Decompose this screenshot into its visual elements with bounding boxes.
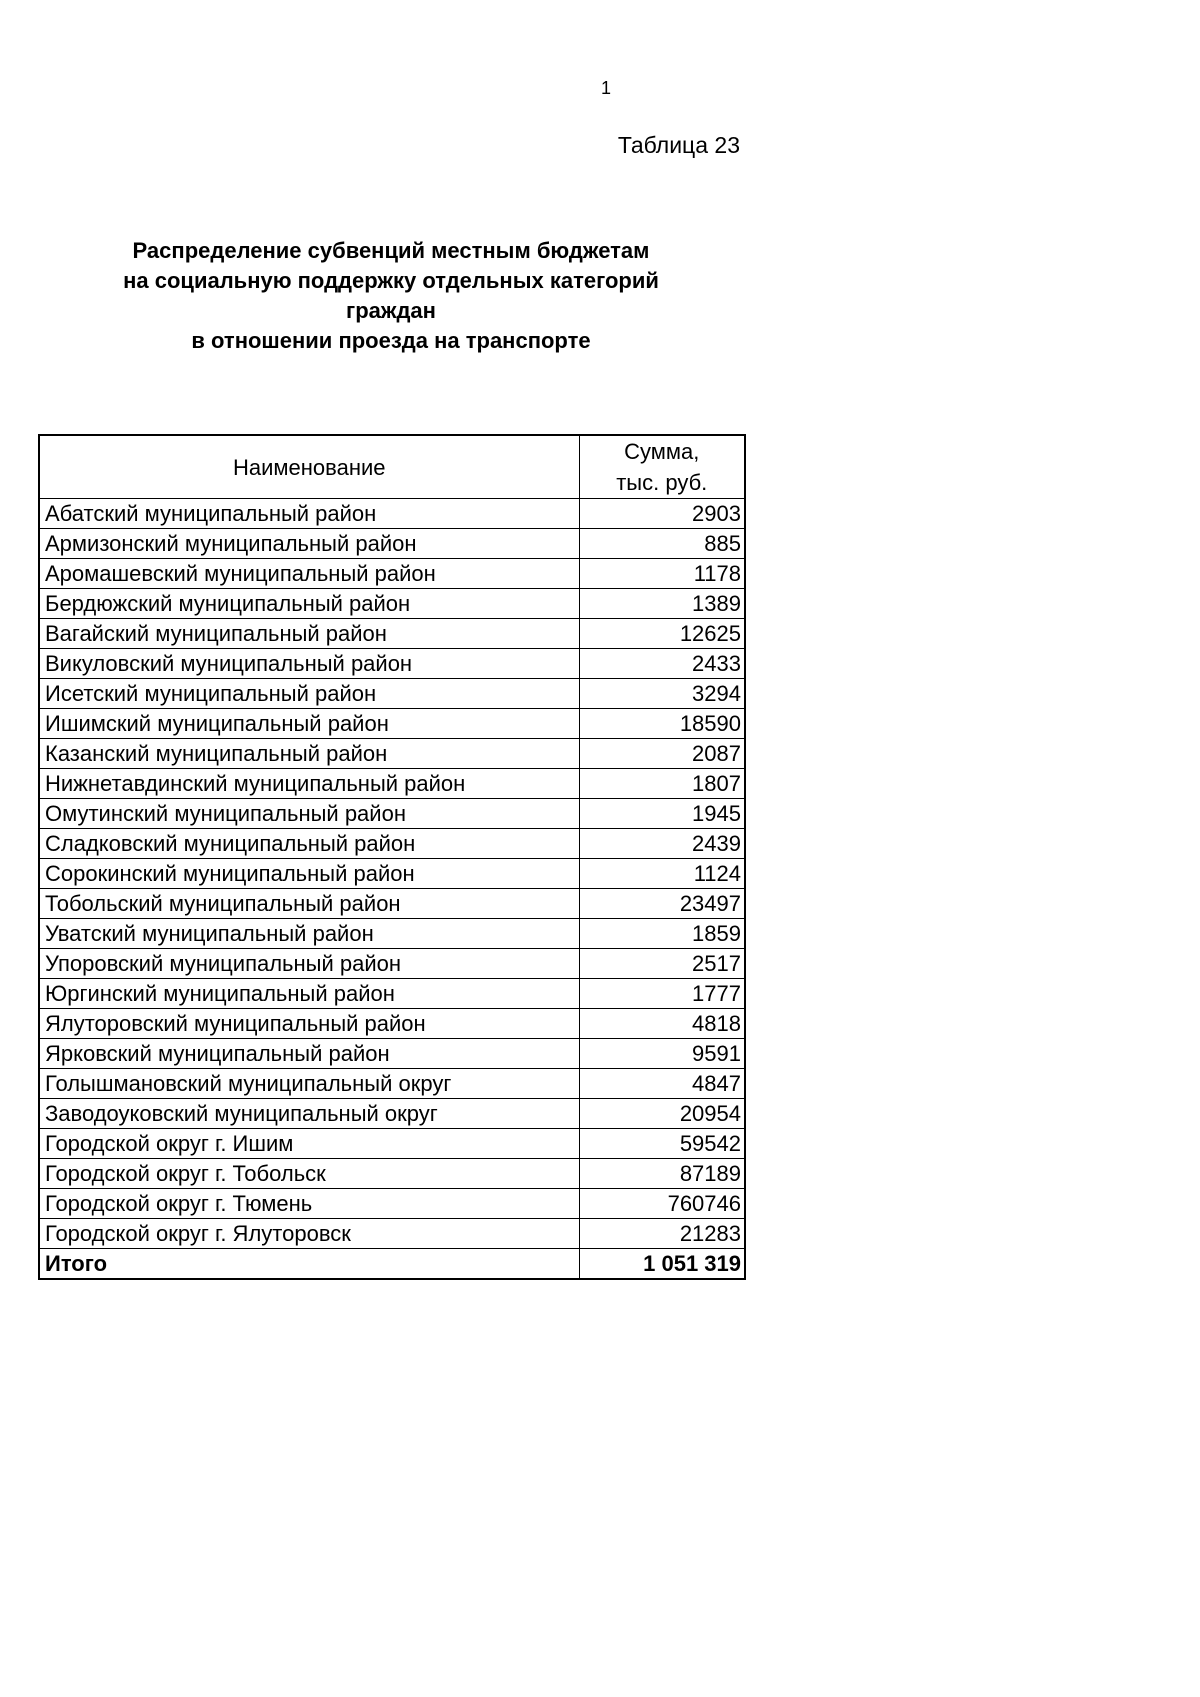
table-row xyxy=(39,1099,745,1129)
subsidy-table xyxy=(38,434,746,1280)
table-row xyxy=(39,889,745,919)
table-row xyxy=(39,589,745,619)
table-row xyxy=(39,499,745,529)
row-value: 4818 xyxy=(579,1009,745,1039)
table-row xyxy=(39,679,745,709)
row-name: Городской округ г. Ишим xyxy=(39,1129,579,1159)
row-value: 12625 xyxy=(579,619,745,649)
document-title xyxy=(38,236,744,356)
table-row xyxy=(39,799,745,829)
row-name: Ялуторовский муниципальный район xyxy=(39,1009,579,1039)
row-name: Исетский муниципальный район xyxy=(39,679,579,709)
title-line: Распределение субвенций местным бюджетам xyxy=(132,238,650,263)
table-row xyxy=(39,919,745,949)
table-row xyxy=(39,949,745,979)
table-row xyxy=(39,619,745,649)
row-value: 18590 xyxy=(579,709,745,739)
table-row xyxy=(39,859,745,889)
table-row xyxy=(39,559,745,589)
table-row xyxy=(39,829,745,859)
column-header-name: Наименование xyxy=(39,435,579,499)
title-line: на социальную поддержку отдельных категорий xyxy=(123,268,659,293)
row-name: Бердюжский муниципальный район xyxy=(39,589,579,619)
row-value: 1777 xyxy=(579,979,745,1009)
table-row xyxy=(39,769,745,799)
table-row xyxy=(39,1129,745,1159)
row-value: 59542 xyxy=(579,1129,745,1159)
table-row xyxy=(39,1219,745,1249)
title-line: граждан xyxy=(346,298,436,323)
row-name: Городской округ г. Тюмень xyxy=(39,1189,579,1219)
row-name: Городской округ г. Тобольск xyxy=(39,1159,579,1189)
row-name: Городской округ г. Ялуторовск xyxy=(39,1219,579,1249)
row-name: Юргинский муниципальный район xyxy=(39,979,579,1009)
total-row xyxy=(39,1249,745,1280)
row-name: Аромашевский муниципальный район xyxy=(39,559,579,589)
row-name: Сладковский муниципальный район xyxy=(39,829,579,859)
table-row xyxy=(39,1189,745,1219)
row-value: 1389 xyxy=(579,589,745,619)
column-header-sum-line: тыс. руб. xyxy=(616,470,708,495)
table-row xyxy=(39,1069,745,1099)
row-name: Нижнетавдинский муниципальный район xyxy=(39,769,579,799)
row-value: 4847 xyxy=(579,1069,745,1099)
table-row xyxy=(39,739,745,769)
table-row xyxy=(39,979,745,1009)
row-value: 885 xyxy=(579,529,745,559)
row-value: 2517 xyxy=(579,949,745,979)
table-label: Таблица 23 xyxy=(617,132,740,158)
total-value: 1 051 319 xyxy=(579,1249,745,1280)
row-value: 23497 xyxy=(579,889,745,919)
row-name: Упоровский муниципальный район xyxy=(39,949,579,979)
row-name: Абатский муниципальный район xyxy=(39,499,579,529)
row-value: 1178 xyxy=(579,559,745,589)
table-row xyxy=(39,1039,745,1069)
row-name: Вагайский муниципальный район xyxy=(39,619,579,649)
row-value: 2903 xyxy=(579,499,745,529)
row-name: Казанский муниципальный район xyxy=(39,739,579,769)
row-value: 3294 xyxy=(579,679,745,709)
title-line: в отношении проезда на транспорте xyxy=(191,328,591,353)
row-value: 1945 xyxy=(579,799,745,829)
column-header-sum xyxy=(579,435,745,499)
row-value: 2087 xyxy=(579,739,745,769)
page-number: 1 xyxy=(600,78,611,98)
row-name: Тобольский муниципальный район xyxy=(39,889,579,919)
row-value: 21283 xyxy=(579,1219,745,1249)
table-row xyxy=(39,1159,745,1189)
row-value: 2433 xyxy=(579,649,745,679)
table-body xyxy=(39,499,745,1280)
row-value: 20954 xyxy=(579,1099,745,1129)
row-value: 2439 xyxy=(579,829,745,859)
table-header-row xyxy=(39,435,745,499)
row-value: 1859 xyxy=(579,919,745,949)
row-value: 760746 xyxy=(579,1189,745,1219)
row-name: Ярковский муниципальный район xyxy=(39,1039,579,1069)
row-value: 9591 xyxy=(579,1039,745,1069)
row-value: 1807 xyxy=(579,769,745,799)
row-value: 87189 xyxy=(579,1159,745,1189)
row-name: Омутинский муниципальный район xyxy=(39,799,579,829)
row-name: Уватский муниципальный район xyxy=(39,919,579,949)
row-value: 1124 xyxy=(579,859,745,889)
total-label: Итого xyxy=(39,1249,579,1280)
row-name: Викуловский муниципальный район xyxy=(39,649,579,679)
row-name: Ишимский муниципальный район xyxy=(39,709,579,739)
table-row xyxy=(39,1009,745,1039)
column-header-sum-line: Сумма, xyxy=(624,439,700,464)
table-row xyxy=(39,649,745,679)
table-row xyxy=(39,709,745,739)
row-name: Сорокинский муниципальный район xyxy=(39,859,579,889)
row-name: Армизонский муниципальный район xyxy=(39,529,579,559)
row-name: Голышмановский муниципальный округ xyxy=(39,1069,579,1099)
table-row xyxy=(39,529,745,559)
row-name: Заводоуковский муниципальный округ xyxy=(39,1099,579,1129)
